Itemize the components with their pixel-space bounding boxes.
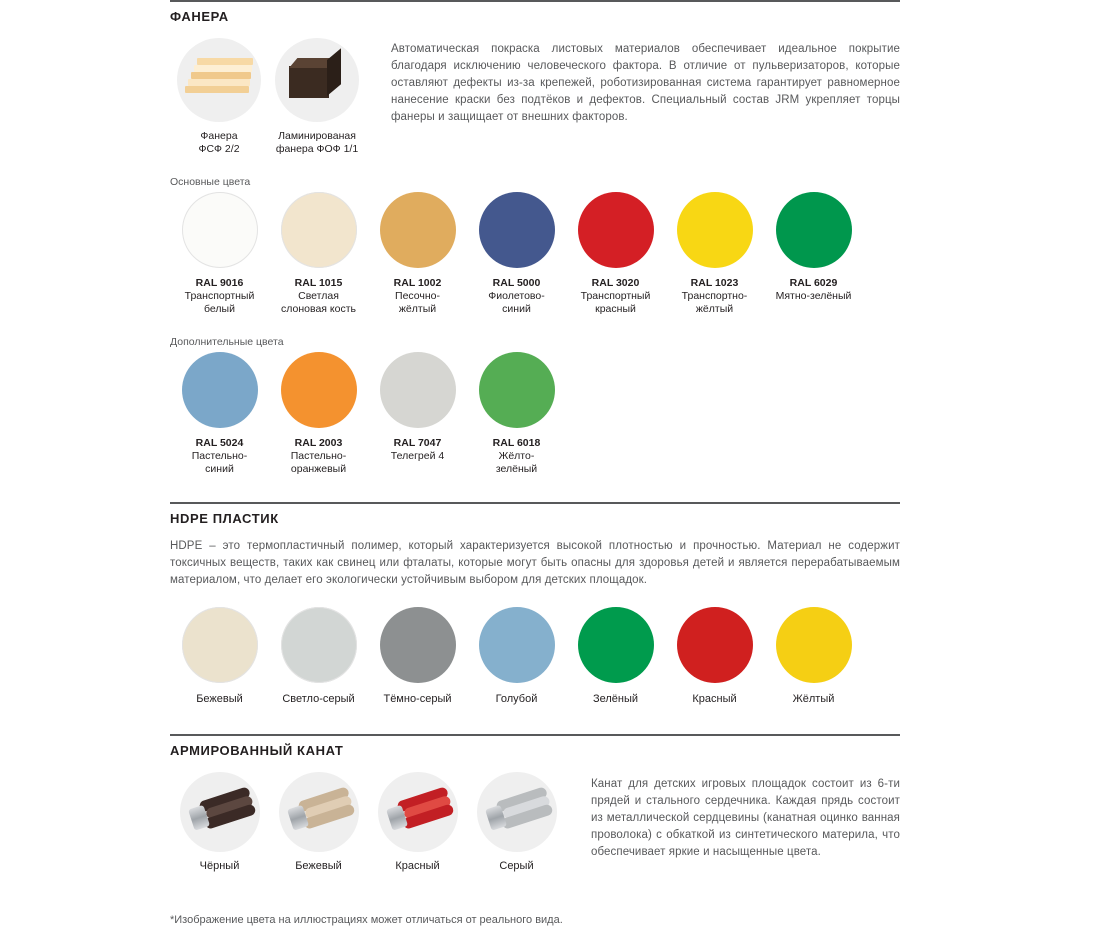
- swatch-circle: [479, 352, 555, 428]
- hdpe-swatch-light-gray: [269, 607, 368, 706]
- swatch-circle: [677, 607, 753, 683]
- swatch-name-line1: Телегрей 4: [390, 450, 445, 462]
- laminated-plywood-icon: [289, 58, 345, 102]
- swatch-circle: [281, 192, 357, 268]
- swatch-circle: [479, 607, 555, 683]
- swatch-circle: [578, 192, 654, 268]
- swatch-circle: [182, 607, 258, 683]
- swatch-name-line2: оранжевый: [290, 463, 347, 475]
- swatch-circle: [479, 192, 555, 268]
- swatch-ral-5000: [467, 192, 566, 316]
- swatch-name-line2: зелёный: [495, 463, 538, 475]
- swatch-name-line1: Пастельно-: [290, 450, 347, 462]
- swatch-circle: [380, 192, 456, 268]
- swatch-ral-9016: [170, 192, 269, 316]
- hdpe-swatch-blue: [467, 607, 566, 706]
- section-header-rope: [170, 734, 900, 758]
- swatch-code: RAL 2003: [294, 437, 343, 449]
- swatch-name: Тёмно-серый: [383, 693, 452, 705]
- swatch-circle: [677, 192, 753, 268]
- section-title-plywood: ФАНЕРА: [170, 9, 229, 24]
- rope-paragraph: Канат для детских игровых площадок состоит из 6-ти прядей и стального сердечника. Каждая прядь состоит из металлической сердцевины (канатная оцинко ванная проволока) с обкаткой из синтетического материла, что обеспечивает яркие и насыщенные цвета.: [591, 778, 900, 858]
- plywood-fsf-image: [177, 38, 261, 122]
- swatch-ral-1002: [368, 192, 467, 316]
- swatch-code: RAL 1002: [393, 277, 442, 289]
- rope-sample-black: [170, 772, 269, 872]
- hdpe-swatch-green: [566, 607, 665, 706]
- plywood-main-colors-row: [170, 192, 900, 316]
- swatch-ral-7047: [368, 352, 467, 476]
- swatch-code: RAL 6029: [789, 277, 838, 289]
- swatch-code: RAL 9016: [195, 277, 244, 289]
- hdpe-swatch-dark-gray: [368, 607, 467, 706]
- swatch-ral-1015: [269, 192, 368, 316]
- rope-name: Чёрный: [199, 860, 240, 872]
- rope-name: Красный: [395, 860, 440, 872]
- swatch-name-line2: жёлтый: [398, 303, 437, 315]
- plywood-sample-fof: [268, 38, 366, 156]
- swatch-name-line1: Транспортный: [184, 290, 255, 302]
- swatch-name-line2: синий: [205, 463, 234, 475]
- swatch-ral-3020: [566, 192, 665, 316]
- rope-image-black: [180, 772, 260, 852]
- swatch-circle: [380, 352, 456, 428]
- section-title-hdpe: HDPE ПЛАСТИК: [170, 511, 279, 526]
- plywood-fof-image: [275, 38, 359, 122]
- hdpe-colors-row: [170, 607, 900, 706]
- hdpe-paragraph: HDPE – это термопластичный полимер, который характеризуется высокой плотностью и прочностью. Материал не содержит токсичных веществ, таких как свинец или фталаты, которые могут быть опасны для здоровья детей и является перерабатываемым материалом, что делает его экологически устойчивым выбором для детских площадок.: [170, 540, 900, 586]
- swatch-ral-1023: [665, 192, 764, 316]
- swatch-name: Голубой: [495, 693, 538, 705]
- swatch-code: RAL 1023: [690, 277, 739, 289]
- swatch-name-line1: Транспортный: [580, 290, 651, 302]
- plywood-fsf-caption-line2: ФСФ 2/2: [198, 143, 240, 155]
- swatch-ral-6029: [764, 192, 863, 316]
- plywood-samples: [170, 38, 366, 156]
- plywood-paragraph: Автоматическая покраска листовых материалов обеспечивает идеальное покрытие благодаря исключению человеческого фактора. В отличие от пульверизаторов, которые оставляют дефекты из-за крепежей, роботизированная система гарантирует равномерное нанесение краски без подтёков и дефектов. Специальный состав JRM укрепляет торцы фанеры и защищает от внешних факторов.: [391, 43, 900, 123]
- rope-icon: [383, 789, 452, 834]
- swatch-name-line1: Транспортно-: [681, 290, 748, 302]
- rope-image-red: [378, 772, 458, 852]
- swatch-name-line1: Песочно-: [395, 290, 440, 302]
- rope-sample-red: [368, 772, 467, 872]
- swatch-name-line2: слоновая кость: [281, 303, 356, 315]
- swatch-circle: [380, 607, 456, 683]
- hdpe-swatch-yellow: [764, 607, 863, 706]
- swatch-code: RAL 7047: [393, 437, 442, 449]
- plywood-stack-icon: [185, 56, 253, 104]
- section-hdpe: [170, 502, 900, 706]
- rope-name: Бежевый: [295, 860, 342, 872]
- swatch-ral-6018: [467, 352, 566, 476]
- swatch-name: Светло-серый: [282, 693, 355, 705]
- plywood-fsf-caption-line1: Фанера: [200, 130, 238, 142]
- section-title-rope: АРМИРОВАННЫЙ КАНАТ: [170, 743, 344, 758]
- swatch-name: Красный: [692, 693, 737, 705]
- hdpe-swatch-beige: [170, 607, 269, 706]
- rope-sample-gray: [467, 772, 566, 872]
- swatch-name-line2: красный: [595, 303, 636, 315]
- swatch-name: Зелёный: [592, 693, 639, 705]
- section-header-plywood: [170, 0, 900, 24]
- swatch-name-line1: Фиолетово-: [488, 290, 545, 302]
- swatch-name-line1: Пастельно-: [191, 450, 248, 462]
- plywood-text-column: [366, 38, 900, 156]
- rope-icon: [284, 789, 353, 834]
- swatch-code: RAL 1015: [294, 277, 343, 289]
- rope-icon: [482, 789, 551, 834]
- swatch-ral-2003: [269, 352, 368, 476]
- plywood-main-colors-label: Основные цвета: [170, 176, 251, 188]
- plywood-fof-caption: [268, 130, 366, 156]
- rope-samples: [170, 772, 566, 872]
- plywood-intro-block: [170, 38, 900, 156]
- hdpe-swatch-red: [665, 607, 764, 706]
- swatch-circle: [776, 192, 852, 268]
- section-rope: [170, 734, 900, 872]
- swatch-circle: [281, 352, 357, 428]
- swatch-circle: [182, 352, 258, 428]
- plywood-fsf-caption: [170, 130, 268, 156]
- swatch-code: RAL 5024: [195, 437, 244, 449]
- footnote: *Изображение цвета на иллюстрациях может отличаться от реального вида.: [170, 914, 563, 926]
- swatch-name-line1: Светлая: [298, 290, 339, 302]
- plywood-extra-colors-label: Дополнительные цвета: [170, 336, 284, 348]
- swatch-name-line2: жёлтый: [695, 303, 734, 315]
- swatch-name-line1: Жёлто-: [498, 450, 535, 462]
- swatch-circle: [578, 607, 654, 683]
- swatch-circle: [776, 607, 852, 683]
- plywood-sample-fsf: [170, 38, 268, 156]
- content-column: [170, 0, 900, 926]
- plywood-fof-caption-line2: фанера ФОФ 1/1: [275, 143, 359, 155]
- rope-image-beige: [279, 772, 359, 852]
- swatch-code: RAL 3020: [591, 277, 640, 289]
- rope-icon: [185, 789, 254, 834]
- rope-sample-beige: [269, 772, 368, 872]
- swatch-code: RAL 5000: [492, 277, 541, 289]
- rope-text-column: [566, 772, 900, 872]
- rope-image-gray: [477, 772, 557, 852]
- swatch-circle: [182, 192, 258, 268]
- swatch-name: Жёлтый: [792, 693, 835, 705]
- swatch-name-line2: синий: [502, 303, 531, 315]
- swatch-name-line1: Мятно-зелёный: [775, 290, 852, 302]
- swatch-code: RAL 6018: [492, 437, 541, 449]
- swatch-name: Бежевый: [196, 693, 243, 705]
- section-header-hdpe: [170, 502, 900, 526]
- plywood-fof-caption-line1: Ламинированая: [278, 130, 356, 142]
- rope-name: Серый: [499, 860, 534, 872]
- swatch-ral-5024: [170, 352, 269, 476]
- swatch-circle: [281, 607, 357, 683]
- swatch-name-line2: белый: [204, 303, 235, 315]
- rope-content-block: [170, 772, 900, 872]
- plywood-extra-colors-row: [170, 352, 900, 476]
